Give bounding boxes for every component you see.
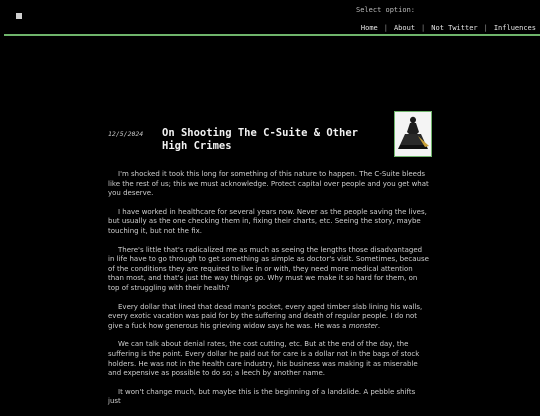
hooded-figure-icon: [395, 112, 431, 156]
article-paragraph: There's little that's radicalized me as much as seeing the lengths those disadvantaged in life have to go through to get something as simple as doctor's visit. Sometimes, because of the conditions they are required to live in or with, they need more medical attention than most, and that's just the way things go. Why must we make it so hard for them, on top of struggling with their health?: [108, 245, 429, 292]
broken-image-icon[interactable]: [16, 13, 22, 19]
article-paragraph: I'm shocked it took this long for something of this nature to happen. The C-Suite bleeds like the rest of us; this we must acknowledge. Protect capital over people and you get what you deserve.: [108, 170, 429, 198]
post-date: 12/5/2024: [108, 130, 144, 138]
article-body: [108, 170, 430, 416]
nav-not-twitter[interactable]: Not Twitter: [431, 24, 478, 32]
article-text: Every dollar that lined that dead man's pocket, every aged timber slab lining his walls, every exotic vacation was paid for by the suffering and death of regular people. I do not give a fuck how generous his grieving widow says he was. He was a: [108, 302, 423, 330]
nav-home[interactable]: Home: [360, 24, 378, 32]
site-header: [0, 0, 540, 36]
article-text: .: [377, 321, 381, 330]
select-option-label: Select option:: [356, 6, 416, 14]
article-paragraph: It won't change much, but maybe this is the beginning of a landslide. A pebble shifts just: [108, 387, 416, 406]
post-thumbnail[interactable]: [394, 111, 432, 157]
nav-about[interactable]: About: [393, 24, 416, 32]
nav-separator: |: [421, 24, 426, 32]
article-paragraph: I have worked in healthcare for several years now. Never as the people saving the lives, but usually as the one checking them in, fixing their charts, etc. Seeing the story, maybe touching it, but not the fix.: [108, 207, 427, 235]
post-title: On Shooting The C-Suite & Other High Crimes: [162, 127, 358, 152]
nav-influences[interactable]: Influences: [493, 24, 536, 32]
main-nav: [0, 24, 536, 32]
header-divider: [4, 34, 540, 36]
article-paragraph: [108, 303, 430, 332]
nav-separator: |: [383, 24, 388, 32]
article-paragraph: We can talk about denial rates, the cost cutting, etc. But at the end of the day, the suffering is the point. Every dollar he paid out for care is a dollar not in the bags of stock holders. He was not in the health care industry, his business was making it as miserable and expensive as possible to do so; a leech by another name.: [108, 340, 420, 378]
nav-separator: |: [483, 24, 488, 32]
emphasis-text: monster: [348, 321, 378, 330]
